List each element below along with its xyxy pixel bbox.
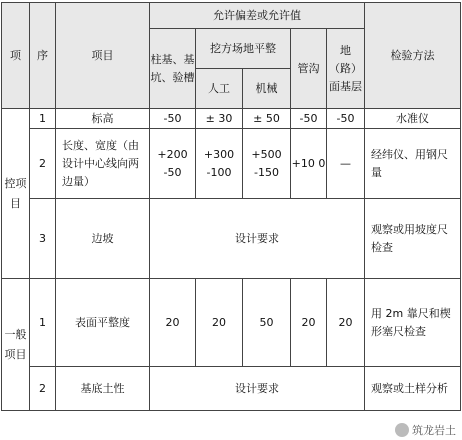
row-manual: 20	[196, 279, 243, 367]
row-pit: -50	[150, 109, 196, 129]
section-main-control: 控项目	[2, 109, 30, 279]
row-seq: 2	[30, 129, 56, 199]
row-span-value: 设计要求	[150, 367, 365, 411]
header-pipe: 管沟	[291, 29, 327, 109]
row-ground: -50	[327, 109, 365, 129]
header-item: 项目	[56, 3, 150, 109]
row-method: 用 2m 靠尺和楔形塞尺检查	[365, 279, 461, 367]
row-machine: ± 50	[243, 109, 291, 129]
row-item: 长度、宽度（由设计中心线向两边量）	[56, 129, 150, 199]
row-item: 基底土性	[56, 367, 150, 411]
row-seq: 1	[30, 109, 56, 129]
row-span-value: 设计要求	[150, 199, 365, 279]
row-method: 经纬仪、用钢尺量	[365, 129, 461, 199]
header-ground: 地（路）面基层	[327, 29, 365, 109]
row-ground: 20	[327, 279, 365, 367]
row-seq: 3	[30, 199, 56, 279]
row-pipe: -50	[291, 109, 327, 129]
header-machine: 机械	[243, 69, 291, 109]
row-item: 标高	[56, 109, 150, 129]
watermark-text: 筑龙岩土	[412, 424, 456, 437]
row-method: 水准仪	[365, 109, 461, 129]
row-pit: 20	[150, 279, 196, 367]
header-method: 检验方法	[365, 3, 461, 109]
section-general: 一般项目	[2, 279, 30, 411]
row-seq: 2	[30, 367, 56, 411]
row-pit: +200 -50	[150, 129, 196, 199]
header-manual: 人工	[196, 69, 243, 109]
row-manual: ± 30	[196, 109, 243, 129]
wechat-icon	[395, 423, 409, 437]
row-ground: —	[327, 129, 365, 199]
header-category: 项	[2, 3, 30, 109]
row-pipe: +10 0	[291, 129, 327, 199]
row-method: 观察或用坡度尺检查	[365, 199, 461, 279]
row-method: 观察或土样分析	[365, 367, 461, 411]
row-manual: +300 -100	[196, 129, 243, 199]
row-machine: +500 -150	[243, 129, 291, 199]
header-pit: 柱基、基坑、验槽	[150, 29, 196, 109]
header-dig: 挖方场地平整	[196, 29, 291, 69]
standards-table	[1, 2, 461, 411]
header-seq: 序	[30, 3, 56, 109]
watermark	[395, 422, 456, 438]
row-pipe: 20	[291, 279, 327, 367]
row-item: 边坡	[56, 199, 150, 279]
header-allowance: 允许偏差或允许值	[150, 3, 365, 29]
row-item: 表面平整度	[56, 279, 150, 367]
row-machine: 50	[243, 279, 291, 367]
row-seq: 1	[30, 279, 56, 367]
